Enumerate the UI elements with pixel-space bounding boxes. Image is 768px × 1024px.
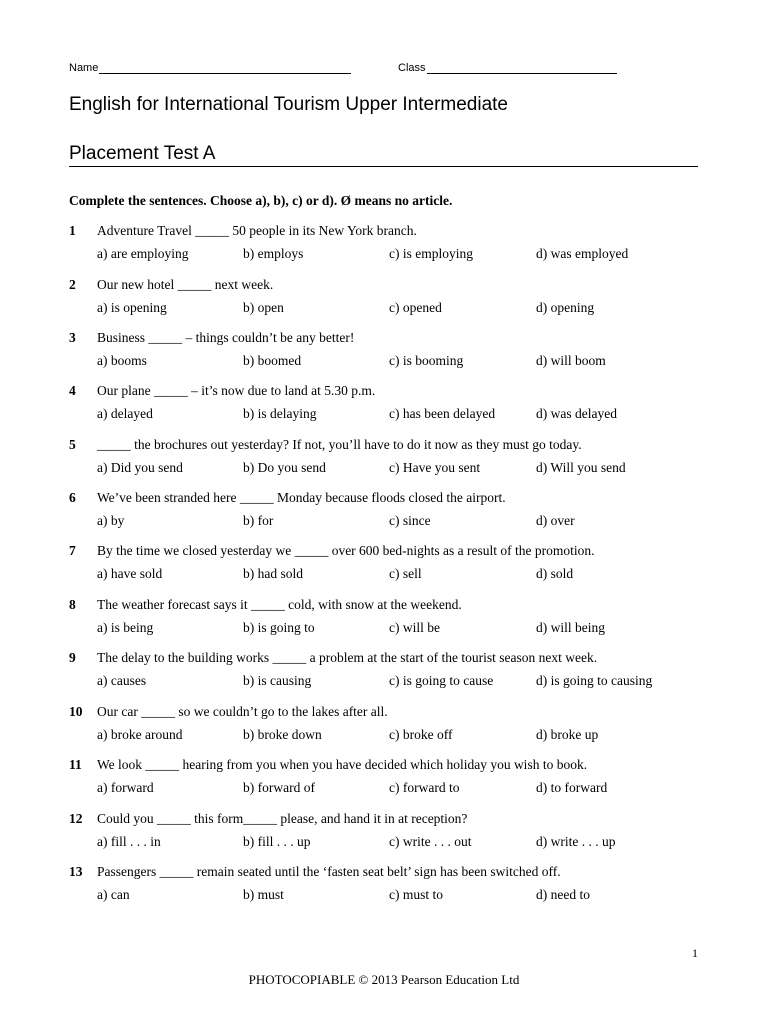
instructions: Complete the sentences. Choose a), b), c) or d). Ø means no article. [69, 193, 453, 208]
question-number: 9 [69, 650, 76, 665]
option-d: d) was employed [536, 246, 629, 261]
option-b: b) broke down [243, 727, 322, 742]
name-blank-line[interactable] [99, 61, 351, 74]
option-b: b) employs [243, 246, 304, 261]
option-d: d) will boom [536, 353, 606, 368]
page-number: 1 [692, 946, 698, 960]
option-c: c) must to [389, 887, 443, 902]
option-c: c) has been delayed [389, 406, 496, 421]
question-number: 6 [69, 490, 76, 505]
question-stem: The weather forecast says it _____ cold, with snow at the weekend. [97, 597, 462, 612]
question-stem: Passengers _____ remain seated until the ‘fasten seat belt’ sign has been switched off. [97, 864, 561, 879]
question-number: 7 [69, 543, 76, 558]
test-title: Placement Test A [69, 142, 698, 167]
question-number: 1 [69, 223, 76, 238]
option-c: c) broke off [389, 727, 453, 742]
option-d: d) over [536, 513, 575, 528]
option-a: a) delayed [97, 406, 153, 421]
option-c: c) since [389, 513, 431, 528]
question-stem: Our car _____ so we couldn’t go to the lakes after all. [97, 704, 388, 719]
option-d: d) Will you send [536, 460, 626, 475]
name-label: Name [69, 62, 99, 74]
question-stem: We look _____ hearing from you when you have decided which holiday you wish to book. [97, 757, 588, 772]
question-number: 3 [69, 330, 76, 345]
option-d: d) is going to causing [536, 673, 653, 688]
option-d: d) broke up [536, 727, 599, 742]
option-b: b) open [243, 300, 284, 315]
option-b: b) had sold [243, 566, 303, 581]
option-b: b) boomed [243, 353, 302, 368]
option-a: a) forward [97, 780, 154, 795]
class-blank-line[interactable] [427, 61, 617, 74]
option-b: b) is delaying [243, 406, 317, 421]
copyright-footer: PHOTOCOPIABLE © 2013 Pearson Education Ltd [248, 972, 520, 987]
option-c: c) sell [389, 566, 422, 581]
option-d: d) will being [536, 620, 605, 635]
option-a: a) Did you send [97, 460, 183, 475]
option-d: d) to forward [536, 780, 608, 795]
option-c: c) will be [389, 620, 440, 635]
option-a: a) broke around [97, 727, 183, 742]
option-d: d) was delayed [536, 406, 617, 421]
name-field-row [69, 61, 351, 74]
option-b: b) is causing [243, 673, 312, 688]
question-stem: By the time we closed yesterday we _____ over 600 bed-nights as a result of the promotion. [97, 543, 595, 558]
option-c: c) is going to cause [389, 673, 494, 688]
class-field-row [398, 61, 617, 74]
question-number: 8 [69, 597, 76, 612]
question-number: 4 [69, 383, 76, 398]
option-c: c) write . . . out [389, 834, 472, 849]
question-number: 2 [69, 277, 76, 292]
option-b: b) Do you send [243, 460, 326, 475]
question-stem: The delay to the building works _____ a problem at the start of the tourist season next week. [97, 650, 598, 665]
course-title: English for International Tourism Upper Intermediate [69, 94, 508, 115]
question-stem: Could you _____ this form_____ please, and hand it in at reception? [97, 811, 468, 826]
question-number: 11 [69, 757, 82, 772]
question-number: 12 [69, 811, 83, 826]
option-d: d) opening [536, 300, 595, 315]
option-a: a) have sold [97, 566, 163, 581]
question-stem: Adventure Travel _____ 50 people in its New York branch. [97, 223, 417, 238]
option-c: c) Have you sent [389, 460, 481, 475]
option-a: a) fill . . . in [97, 834, 161, 849]
option-a: a) is opening [97, 300, 167, 315]
option-d: d) sold [536, 566, 574, 581]
question-stem: _____ the brochures out yesterday? If not, you’ll have to do it now as they must go today. [97, 437, 582, 452]
question-number: 5 [69, 437, 76, 452]
option-b: b) forward of [243, 780, 315, 795]
option-a: a) is being [97, 620, 154, 635]
option-b: b) for [243, 513, 274, 528]
class-label: Class [398, 62, 426, 74]
option-a: a) by [97, 513, 125, 528]
question-number: 10 [69, 704, 83, 719]
option-d: d) need to [536, 887, 590, 902]
question-stem: We’ve been stranded here _____ Monday because floods closed the airport. [97, 490, 506, 505]
question-stem: Our new hotel _____ next week. [97, 277, 274, 292]
option-a: a) can [97, 887, 130, 902]
option-b: b) must [243, 887, 284, 902]
question-stem: Our plane _____ – it’s now due to land at 5.30 p.m. [97, 383, 376, 398]
option-b: b) is going to [243, 620, 315, 635]
option-c: c) is employing [389, 246, 473, 261]
option-c: c) opened [389, 300, 442, 315]
option-c: c) is booming [389, 353, 464, 368]
option-b: b) fill . . . up [243, 834, 311, 849]
option-d: d) write . . . up [536, 834, 616, 849]
option-a: a) booms [97, 353, 147, 368]
question-stem: Business _____ – things couldn’t be any better! [97, 330, 355, 345]
option-c: c) forward to [389, 780, 460, 795]
option-a: a) causes [97, 673, 147, 688]
question-number: 13 [69, 864, 83, 879]
option-a: a) are employing [97, 246, 189, 261]
